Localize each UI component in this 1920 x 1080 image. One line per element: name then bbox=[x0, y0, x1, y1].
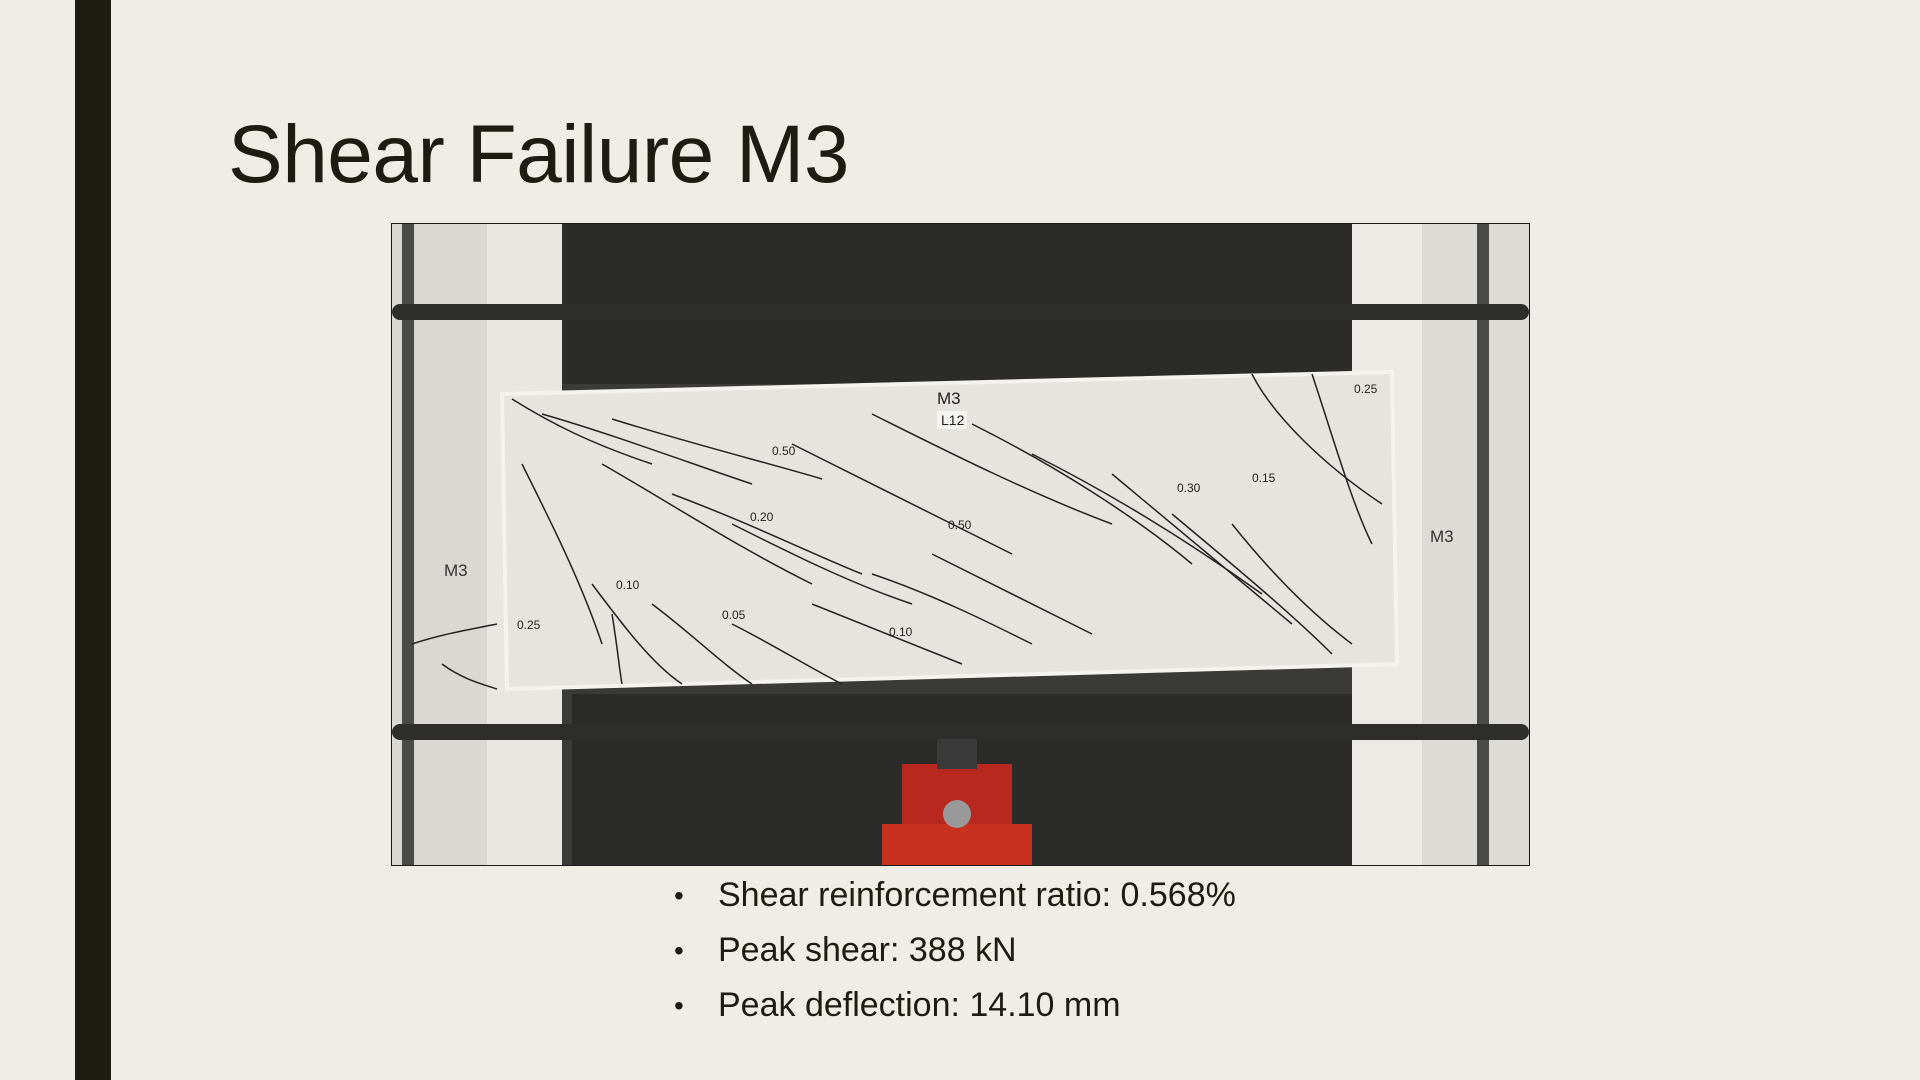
slide-title: Shear Failure M3 bbox=[228, 109, 849, 200]
crack-width-tag: 0.05 bbox=[722, 608, 746, 622]
bullet-list bbox=[668, 868, 1236, 1033]
bullet-text: Shear reinforcement ratio: 0.568% bbox=[718, 876, 1236, 914]
accent-bar bbox=[75, 0, 111, 1080]
bullet-dot-icon: • bbox=[674, 990, 684, 1021]
crack-width-tag: 0.30 bbox=[1177, 481, 1201, 495]
bullet-dot-icon: • bbox=[674, 935, 684, 966]
bullet-item bbox=[668, 868, 1236, 923]
right-column-label: M3 bbox=[1430, 527, 1454, 546]
crack-width-tag: 0.25 bbox=[1354, 382, 1378, 396]
bullet-text: Peak deflection: 14.10 mm bbox=[718, 986, 1121, 1024]
bullet-text: Peak shear: 388 kN bbox=[718, 931, 1017, 969]
left-column-label: M3 bbox=[444, 561, 468, 580]
crack-width-tag: 0.20 bbox=[750, 510, 774, 524]
crack-width-tag: 0.15 bbox=[1252, 471, 1276, 485]
specimen-top-label: M3 bbox=[937, 389, 961, 408]
crack-width-tag: 0.25 bbox=[517, 618, 541, 632]
bullet-dot-icon: • bbox=[674, 880, 684, 911]
specimen-photo bbox=[391, 223, 1530, 866]
specimen-photo-drawing bbox=[392, 224, 1529, 865]
specimen-id-label: L12 bbox=[941, 412, 965, 428]
crack-width-tag: 0.10 bbox=[616, 578, 640, 592]
crack-width-tag: 0.10 bbox=[889, 625, 913, 639]
bullet-item bbox=[668, 923, 1236, 978]
crack-width-tag: 0.50 bbox=[948, 518, 972, 532]
bullet-item bbox=[668, 978, 1236, 1033]
crack-width-tag: 0.50 bbox=[772, 444, 796, 458]
